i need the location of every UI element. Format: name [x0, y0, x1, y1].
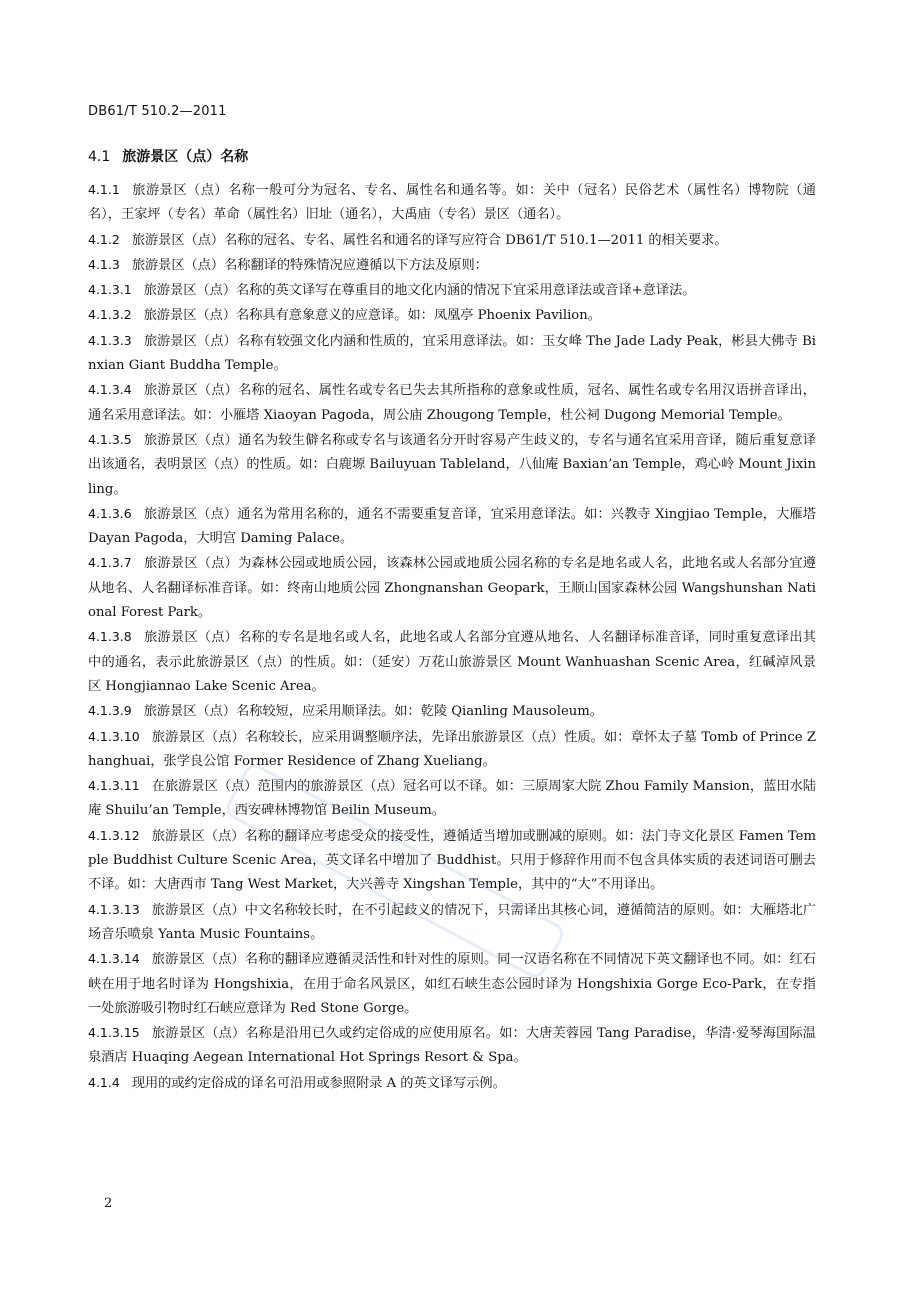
clause-text: 旅游景区（点）名称较短，应采用顺译法。如：乾陵 Qianling Mausoleum。	[143, 704, 603, 720]
clause-text: 旅游景区（点）名称具有意象意义的应意译。如：凤凰亭 Phoenix Pavilion。	[143, 308, 601, 324]
clause-paragraph	[88, 502, 816, 552]
page-number: 2	[104, 1196, 113, 1211]
clause-number: 4.1.3.1	[88, 282, 132, 298]
clause-text: 旅游景区（点）名称一般可分为冠名、专名、属性名和通名等。如：关中（冠名）民俗艺术（属性名）博物院（通名），王家坪（专名）革命（属性名）旧址（通名），大禹庙（专名）景区（通名）。	[88, 183, 816, 223]
clause-number: 4.1.3.6	[88, 505, 132, 521]
clause-paragraph	[88, 253, 816, 278]
clause-paragraph	[88, 625, 816, 699]
clause-text: 旅游景区（点）通名为常用名称的，通名不需要重复音译，宜采用意译法。如：兴教寺 Xingjiao Temple，大雁塔 Dayan Pagoda，大明宫 Daming Palace。	[88, 506, 816, 547]
clause-number: 4.1.2	[88, 231, 120, 247]
clause-paragraph	[88, 178, 816, 228]
clause-text: 旅游景区（点）名称的英文译写在尊重目的地文化内涵的情况下宜采用意译法或音译+意译法。	[143, 283, 696, 299]
clause-number: 4.1.3	[88, 256, 120, 272]
clause-paragraph	[88, 428, 816, 502]
clause-paragraph	[88, 898, 816, 948]
clause-text: 旅游景区（点）名称的翻译应考虑受众的接受性，遵循适当增加或删减的原则。如：法门寺文化景区 Famen Temple Buddhist Culture Scenic Area，英文译名中增加了 Buddhist。只用于修辞作用而不包含具体实质的表述词语可删去不译。如：大唐西市 Tang West Market，大兴善寺 Xingshan Temple，其中的“大”不用译出。	[88, 828, 816, 893]
clause-paragraph	[88, 278, 816, 303]
clause-text: 旅游景区（点）名称的翻译应遵循灵活性和针对性的原则。同一汉语名称在不同情况下英文翻译也不同。如：红石峡在用于地名时译为 Hongshixia，在用于命名风景区，如红石峡生态公园时译为 Hongshixia Gorge Eco-Park，在专指一处旅游吸引物时红石峡应意译为 Red Stone Gorge。	[88, 952, 816, 1016]
clause-paragraph	[88, 947, 816, 1021]
clause-paragraph	[88, 303, 816, 328]
section-number: 4.1	[88, 149, 111, 165]
clause-number: 4.1.3.3	[88, 332, 132, 348]
section-heading	[88, 146, 248, 166]
clause-paragraph	[88, 1071, 816, 1096]
clause-text: 旅游景区（点）名称是沿用已久或约定俗成的应使用原名。如：大唐芙蓉园 Tang Paradise，华清·爱琴海国际温泉酒店 Huaqing Aegean International Hot Springs Resort & Spa。	[88, 1026, 816, 1066]
clause-paragraph	[88, 824, 816, 898]
clause-number: 4.1.1	[88, 182, 120, 197]
clause-number: 4.1.3.12	[88, 827, 140, 843]
section-title: 旅游景区（点）名称	[122, 149, 249, 165]
clause-number: 4.1.3.5	[88, 431, 132, 447]
clause-paragraph	[88, 1096, 816, 1121]
clause-paragraph	[88, 699, 816, 724]
clause-text: 旅游景区（点）名称的冠名、属性名或专名已失去其所指称的意象或性质，冠名、属性名或专名用汉语拼音译出，通名采用意译法。如：小雁塔 Xiaoyan Pagoda，周公庙 Zhougong Temple，杜公祠 Dugong Memorial Temple。	[88, 383, 816, 423]
clause-text: 旅游景区（点）为森林公园或地质公园，该森林公园或地质公园名称的专名是地名或人名，此地名或人名部分宜遵从地名、人名翻译标准音译。如：终南山地质公园 Zhongnanshan Geopark，王顺山国家森林公园 Wangshunshan National Forest Park。	[88, 556, 816, 621]
clause-number: 4.1.3.10	[88, 728, 140, 744]
clause-text: 旅游景区（点）通名为较生僻名称或专名与该通名分开时容易产生歧义的，专名与通名宜采用音译，随后重复意译出该通名，表明景区（点）的性质。如：白鹿塬 Bailuyuan Tableland，八仙庵 Baxian’an Temple，鸡心岭 Mount Jixinling。	[88, 432, 816, 497]
clause-number: 4.1.3.11	[88, 778, 140, 794]
clause-text: 旅游景区（点）名称的冠名、专名、属性名和通名的译写应符合 DB61/T 510.1—2011 的相关要求。	[131, 232, 728, 248]
clause-text: 旅游景区（点）名称较长，应采用调整顺序法，先译出旅游景区（点）性质。如：章怀太子墓 Tomb of Prince Zhanghuai，张学良公馆 Former Residence of Zhang Xueliang。	[88, 729, 816, 769]
clause-text: 旅游景区（点）名称有较强文化内涵和性质的，宜采用意译法。如：玉女峰 The Jade Lady Peak，彬县大佛寺 Binxian Giant Buddha Temple。	[88, 333, 816, 374]
clause-paragraph	[88, 1021, 816, 1071]
clause-paragraph	[88, 551, 816, 625]
clause-paragraph	[88, 725, 816, 775]
clause-number: 4.1.3.14	[88, 951, 140, 967]
clause-paragraph	[88, 378, 816, 428]
clause-paragraph	[88, 228, 816, 253]
clause-number: 4.1.3.15	[88, 1025, 140, 1041]
clause-text: 旅游景区（点）名称翻译的特殊情况应遵循以下方法及原则：	[131, 257, 488, 273]
clause-number: 4.1.3.9	[88, 703, 132, 719]
clause-text: 旅游景区（点）名称的专名是地名或人名，此地名或人名部分宜遵从地名、人名翻译标准音译，同时重复意译出其中的通名，表示此旅游景区（点）的性质。如：（延安）万花山旅游景区 Mount Wanhuashan Scenic Area，红碱淖风景区 Hongjiannao Lake Scenic Area。	[88, 630, 816, 694]
clause-number: 4.1.4	[88, 1074, 120, 1090]
clause-number: 4.1.3.8	[88, 629, 132, 645]
clause-paragraph	[88, 329, 816, 379]
document-code-header: DB61/T 510.2—2011	[88, 104, 227, 119]
clause-number: 4.1.3.7	[88, 555, 132, 571]
clause-text: 旅游景区（点）中文名称较长时，在不引起歧义的情况下，只需译出其核心词，遵循简洁的原则。如：大雁塔北广场音乐喷泉 Yanta Music Fountains。	[88, 902, 816, 942]
clause-paragraph	[88, 774, 816, 824]
clause-text: 现用的或约定俗成的译名可沿用或参照附录 A 的英文译写示例。	[131, 1075, 506, 1091]
clause-number: 4.1.3.4	[88, 382, 132, 398]
clause-number: 4.1.3.2	[88, 307, 132, 323]
document-body	[88, 178, 816, 1121]
clause-text: 在旅游景区（点）范围内的旅游景区（点）冠名可以不译。如：三原周家大院 Zhou Family Mansion，蓝田水陆庵 Shuilu’an Temple，西安碑林博物馆 Beilin Museum。	[88, 779, 816, 819]
clause-number: 4.1.3.13	[88, 901, 140, 917]
